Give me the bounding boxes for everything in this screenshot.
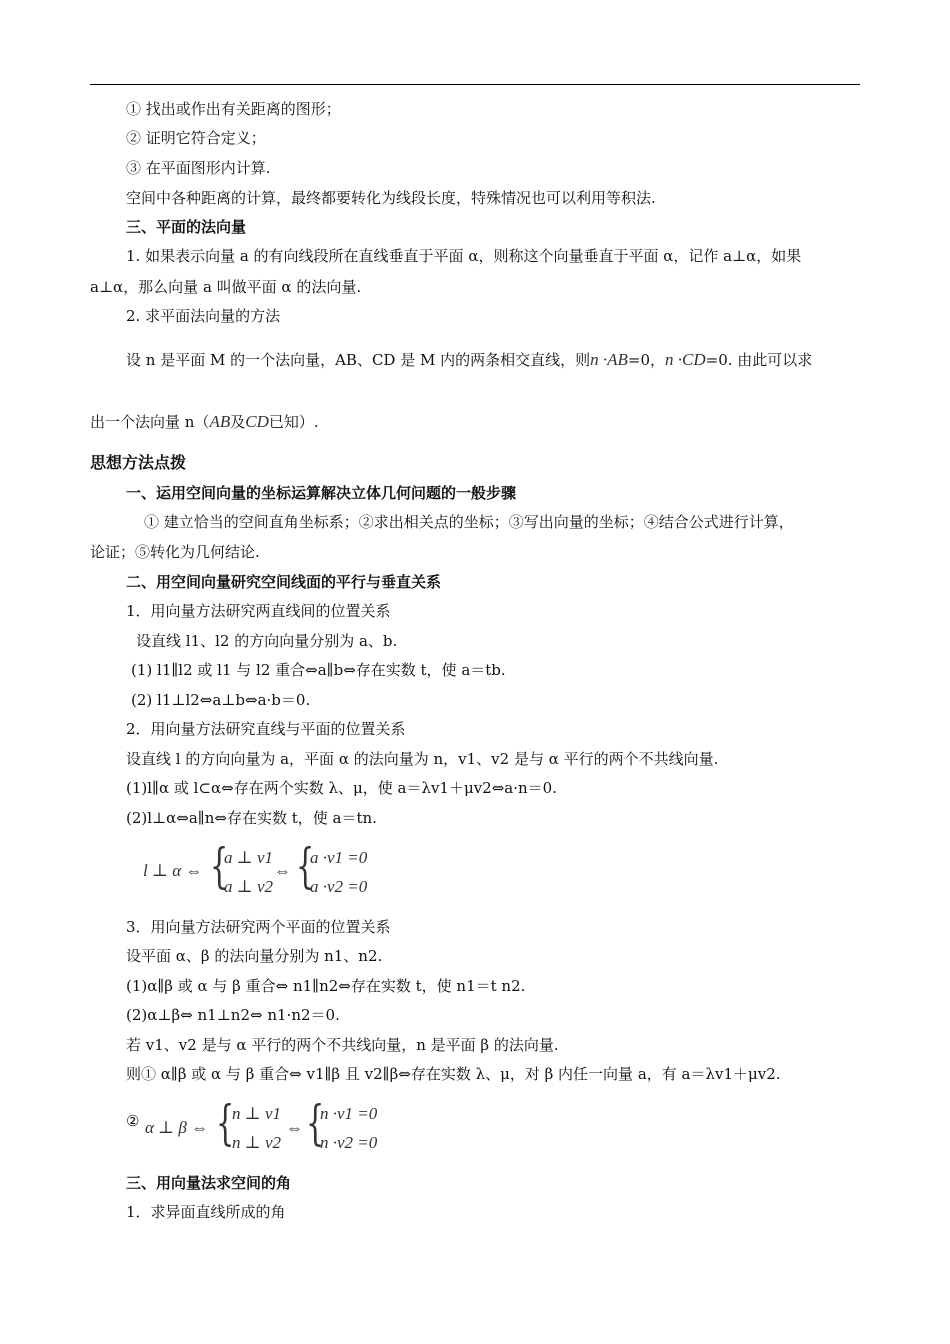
text-line: 3．用向量方法研究两个平面的位置关系 [126, 918, 391, 936]
text-run: =0， [627, 351, 666, 369]
text-line: 1. 如果表示向量 a 的有向线段所在直线垂直于平面 α，则称这个向量垂直于平面 α，记作 a⊥α，如果 [126, 247, 802, 265]
text-line: 2．用向量方法研究直线与平面的位置关系 [126, 720, 406, 738]
section-heading: 一、运用空间向量的坐标运算解决立体几何问题的一般步骤 [126, 484, 517, 502]
equation-row: a ⊥ v1 [224, 848, 274, 867]
equation-row: a ·v2 =0 [310, 877, 368, 896]
formula-n-cd: n ·CD [665, 350, 706, 369]
section-heading: 三、用向量法求空间的角 [126, 1174, 292, 1192]
equation-row: n ·v1 =0 [320, 1104, 378, 1123]
text-line: 论证；⑤转化为几何结论. [90, 543, 260, 561]
circled-number: ② [126, 1112, 140, 1130]
text-line: 1．用向量方法研究两直线间的位置关系 [126, 602, 391, 620]
left-brace: { [216, 1095, 235, 1151]
text-line: (1)l∥α 或 l⊂α⇔存在两个实数 λ、μ，使 a＝λv1＋μv2⇔a·n＝0. [126, 779, 557, 797]
text-line: 若 v1、v2 是与 α 平行的两个不共线向量，n 是平面 β 的法向量. [126, 1036, 559, 1054]
text-run: 设 n 是平面 M 的一个法向量，AB、CD 是 M 内的两条相交直线，则 [126, 351, 591, 369]
text-line: (2) l1⊥l2⇔a⊥b⇔a·b＝0. [131, 691, 311, 709]
left-brace: { [296, 838, 315, 894]
formula-cd: CD [245, 412, 269, 431]
equation-lead: α ⊥ β ⇔ [145, 1118, 209, 1137]
section-title: 思想方法点拨 [90, 453, 187, 472]
text-run: 及 [230, 413, 246, 431]
text-line: (1)α∥β 或 α 与 β 重合⇔ n1∥n2⇔存在实数 t，使 n1＝t n2. [126, 977, 526, 995]
text-line: 设直线 l1、l2 的方向向量分别为 a、b. [136, 632, 398, 650]
equivalence-sign: ⇔ [286, 1118, 303, 1137]
text-run: 已知）. [268, 413, 319, 431]
equation-row: n ·v2 =0 [320, 1133, 378, 1152]
text-line: 设平面 α、β 的法向量分别为 n1、n2. [126, 947, 383, 965]
equation-lead: l ⊥ α ⇔ [143, 861, 203, 880]
left-brace: { [306, 1095, 325, 1151]
text-line: ② 证明它符合定义； [126, 129, 266, 147]
formula-n-ab: n ·AB [590, 350, 628, 369]
equation-row: a ·v1 =0 [310, 848, 368, 867]
header-rule [90, 84, 860, 85]
equation-row: a ⊥ v2 [224, 877, 274, 896]
text-run: =0. 由此可以求 [705, 351, 813, 369]
formula-ab: AB [209, 412, 231, 431]
text-line [90, 412, 319, 432]
left-brace: { [210, 838, 229, 894]
section-heading: 三、平面的法向量 [126, 218, 247, 236]
text-line: 空间中各种距离的计算，最终都要转化为线段长度，特殊情况也可以利用等积法. [126, 189, 656, 207]
text-line: 2. 求平面法向量的方法 [126, 307, 281, 325]
text-line: 1．求异面直线所成的角 [126, 1203, 286, 1221]
text-line: ① 建立恰当的空间直角坐标系；②求出相关点的坐标；③写出向量的坐标；④结合公式进行计算， [144, 513, 794, 531]
text-line: ① 找出或作出有关距离的图形； [126, 100, 341, 118]
text-line: (1) l1∥l2 或 l1 与 l2 重合⇔a∥b⇔存在实数 t，使 a＝tb. [131, 661, 506, 679]
equation-row: n ⊥ v2 [232, 1133, 282, 1152]
text-line: 则① α∥β 或 α 与 β 重合⇔ v1∥β 且 v2∥β⇔存在实数 λ、μ，对 β 内任一向量 a，有 a＝λv1＋μv2. [126, 1065, 781, 1083]
text-line: a⊥α，那么向量 a 叫做平面 α 的法向量. [90, 278, 362, 296]
text-line: (2)l⊥α⇔a∥n⇔存在实数 t，使 a＝tn. [126, 809, 377, 827]
text-line: ③ 在平面图形内计算. [126, 159, 271, 177]
text-run: 出一个法向量 n（ [90, 413, 210, 431]
equivalence-sign: ⇔ [274, 861, 291, 880]
equation-row: n ⊥ v1 [232, 1104, 282, 1123]
text-line [126, 350, 812, 370]
text-line: 设直线 l 的方向向量为 a，平面 α 的法向量为 n，v1、v2 是与 α 平行的两个不共线向量. [126, 750, 719, 768]
section-heading: 二、用空间向量研究空间线面的平行与垂直关系 [126, 573, 442, 591]
text-line: (2)α⊥β⇔ n1⊥n2⇔ n1·n2＝0. [126, 1006, 340, 1024]
